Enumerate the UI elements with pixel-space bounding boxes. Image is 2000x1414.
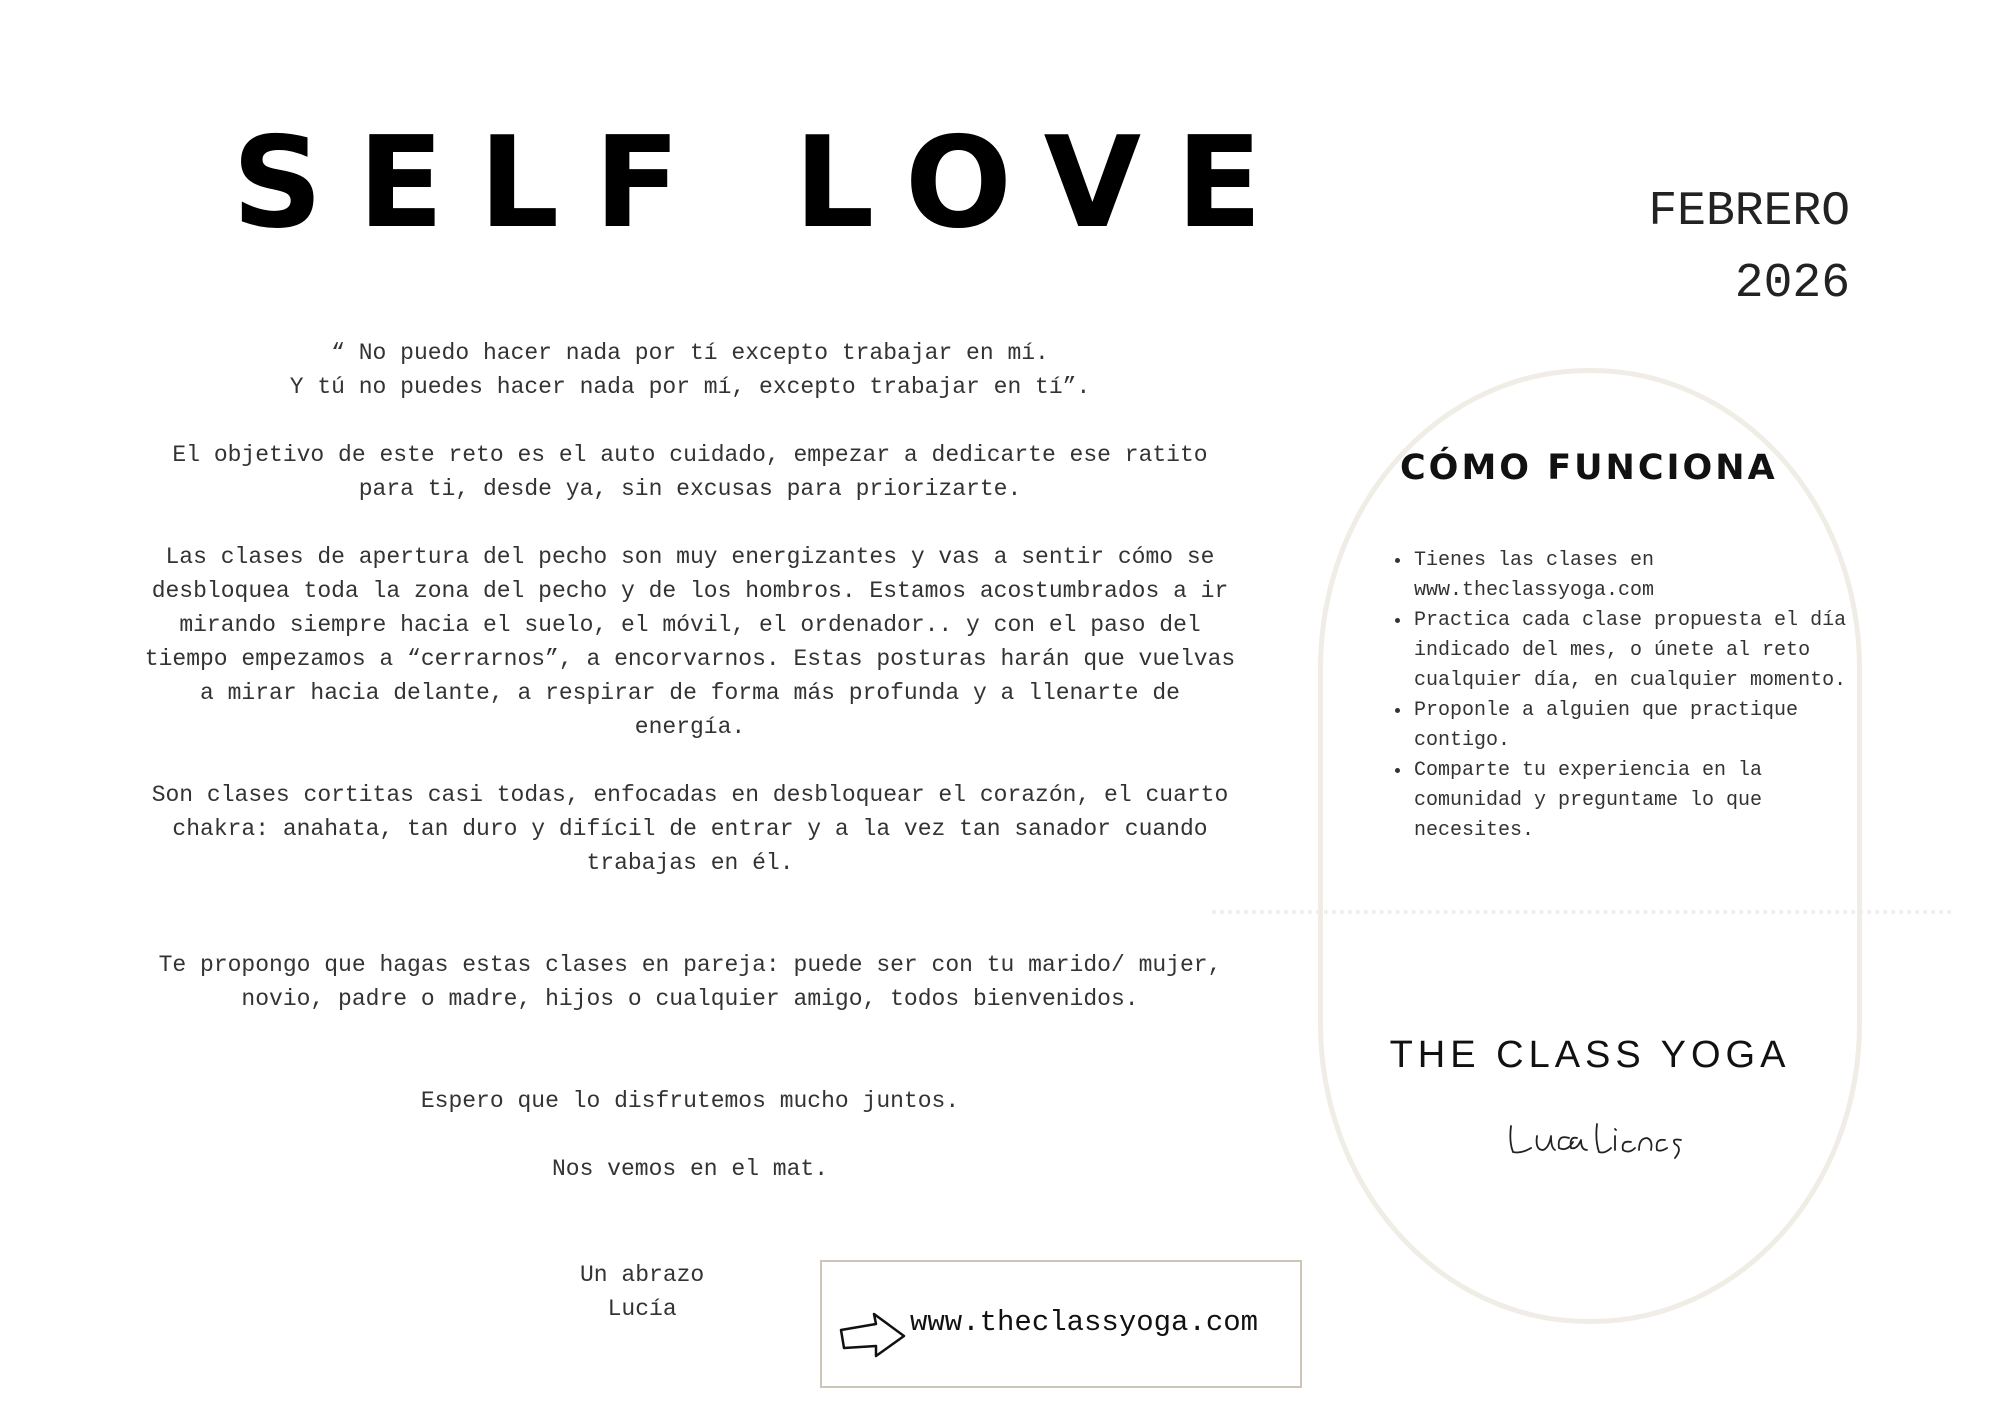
quote-line: Y tú no puedes hacer nada por mí, excepto trabajar en tí”. [289,374,1091,400]
list-item: • Comparte tu experiencia en la comunidad y preguntame lo que necesites. [1412,756,1872,846]
section-heading: CÓMO FUNCIONA [1400,448,1778,488]
list-item: • Proponle a alguien que practique contigo. [1412,696,1872,756]
date-block [1648,176,1850,320]
divider [1212,910,1952,914]
list-item: • Tienes las clases en www.theclassyoga.com [1412,546,1872,606]
closing-text: Un abrazo [580,1262,705,1288]
year-label: 2026 [1734,257,1850,311]
intro-text [140,336,1240,1186]
signoff [580,1258,704,1326]
intro-paragraph: Las clases de apertura del pecho son muy energizantes y vas a sentir cómo se desbloquea toda la zona del pecho y de los hombros. Estamos acostumbrados a ir mirando siempre hacia el suelo, el móvil, el ordenador.. y con el paso del tiempo empezamos a “cerrarnos”, a encorvarnos. Estas posturas harán que vuelvas a mirar hacia delante, a respirar de forma más profunda y a llenarte de energía. [144,544,1236,740]
list-item: • Practica cada clase propuesta el día indicado del mes, o únete al reto cualquier día, en cualquier momento. [1412,606,1872,696]
website-link-box[interactable] [820,1260,1302,1388]
intro-paragraph: Espero que lo disfrutemos mucho juntos. [420,1088,960,1114]
month-label: FEBRERO [1648,185,1850,239]
website-url[interactable]: www.theclassyoga.com [910,1306,1259,1339]
handwritten-signature [1505,1118,1685,1162]
intro-paragraph: Te propongo que hagas estas clases en pareja: puede ser con tu marido/ mujer, novio, padre o madre, hijos o cualquier amigo, todos bienvenidos. [158,952,1222,1012]
signature-name: Lucía [607,1296,677,1322]
arrow-right-icon [838,1310,908,1358]
how-it-works-list [1384,546,1872,846]
page-title: SELF LOVE [232,109,1298,256]
info-panel-outline [1318,368,1862,1324]
quote-line: “ No puedo hacer nada por tí excepto trabajar en mí. [331,340,1049,366]
intro-paragraph: Son clases cortitas casi todas, enfocadas en desbloquear el corazón, el cuarto chakra: anahata, tan duro y difícil de entrar y a la vez tan sanador cuando trabajas en él. [151,782,1229,876]
intro-paragraph: Nos vemos en el mat. [551,1156,829,1182]
brand-name: THE CLASS YOGA [1389,1034,1791,1076]
intro-paragraph: El objetivo de este reto es el auto cuidado, empezar a dedicarte ese ratito para ti, desde ya, sin excusas para priorizarte. [172,442,1208,502]
